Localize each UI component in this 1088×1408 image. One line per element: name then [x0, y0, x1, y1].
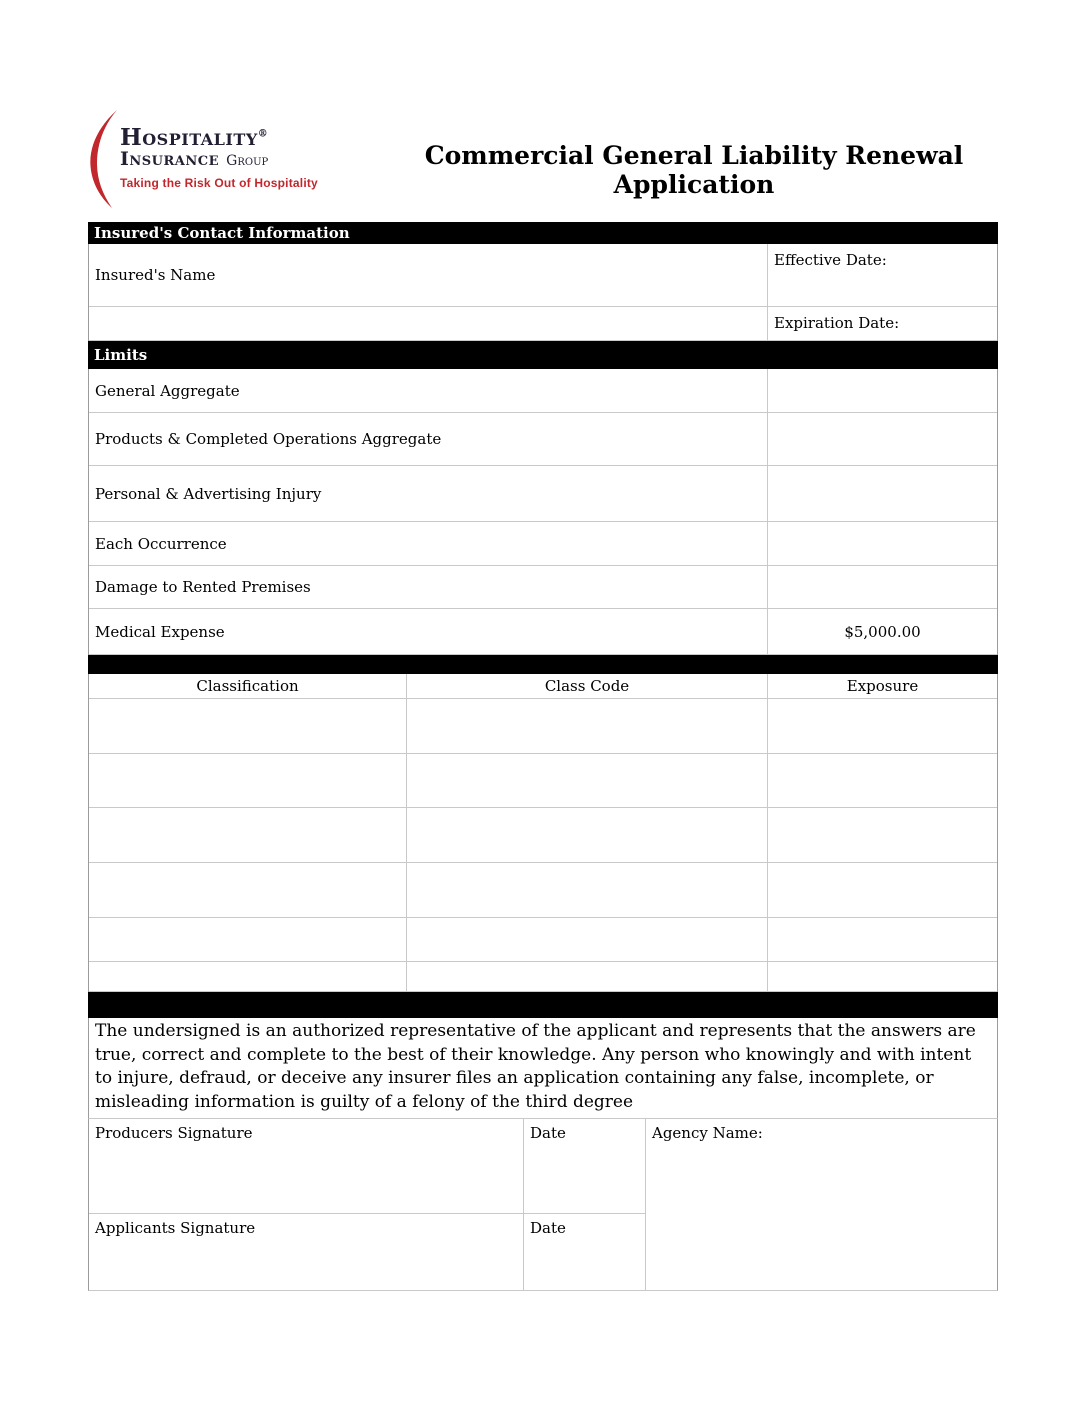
classification-cell-r5[interactable]: [89, 918, 407, 962]
effective-date-label: Effective Date:: [774, 251, 887, 269]
applicant-date-field[interactable]: [524, 1214, 646, 1290]
limit-row-label: [89, 413, 768, 466]
damage-rented-premises-value-field[interactable]: [768, 566, 997, 609]
insured-name-label: Insured's Name: [95, 266, 216, 284]
classification-cell-r6[interactable]: [89, 962, 407, 992]
logo-insurance-text: Insurance: [120, 148, 220, 170]
exposure-cell-r6[interactable]: [768, 962, 997, 992]
exposure-cell-r3[interactable]: [768, 808, 997, 863]
applicant-signature-field[interactable]: [89, 1214, 524, 1290]
classification-column-header: Classification: [89, 674, 407, 699]
expiration-date-field[interactable]: [768, 307, 997, 341]
class-code-column-header: Class Code: [407, 674, 768, 699]
exposure-cell-r2[interactable]: [768, 754, 997, 808]
limit-row-label: [89, 466, 768, 522]
producer-signature-label: Producers Signature: [95, 1124, 253, 1142]
exposure-cell-r5[interactable]: [768, 918, 997, 962]
personal-advertising-injury-value-field[interactable]: [768, 466, 997, 522]
contact-section-header: Insured's Contact Information: [88, 222, 998, 244]
class-code-cell-r4[interactable]: [407, 863, 768, 918]
limit-row-label: [89, 369, 768, 413]
each-occurrence-value-field[interactable]: [768, 522, 997, 566]
medical-expense-label: Medical Expense: [95, 622, 225, 641]
producer-signature-field[interactable]: [89, 1119, 524, 1214]
classification-cell-r3[interactable]: [89, 808, 407, 863]
class-code-cell-r3[interactable]: [407, 808, 768, 863]
general-aggregate-label: General Aggregate: [95, 381, 240, 400]
contact-table: [88, 244, 998, 341]
contact-blank-cell[interactable]: [89, 307, 768, 341]
application-form: [88, 222, 998, 1291]
expiration-date-label: Expiration Date:: [774, 314, 900, 332]
registered-trademark-icon: ®: [257, 128, 269, 140]
exposure-cell-r4[interactable]: [768, 863, 997, 918]
products-completed-ops-label: Products & Completed Operations Aggregate: [95, 430, 442, 448]
medical-expense-value-field[interactable]: [768, 609, 997, 655]
agency-name-label: Agency Name:: [652, 1124, 763, 1142]
general-aggregate-value-field[interactable]: [768, 369, 997, 413]
exposure-cell-r1[interactable]: [768, 699, 997, 754]
medical-expense-value: $5,000.00: [844, 622, 921, 641]
effective-date-field[interactable]: [768, 244, 997, 307]
producer-date-field[interactable]: [524, 1119, 646, 1214]
damage-rented-premises-label: Damage to Rented Premises: [95, 578, 311, 596]
limits-section-header: Limits: [88, 341, 998, 369]
logo-tagline: Taking the Risk Out of Hospitality: [120, 175, 318, 190]
disclaimer-section-divider: [88, 992, 998, 1018]
logo-name-text: Hospitality: [120, 124, 258, 151]
crescent-swoosh-icon: [88, 110, 118, 212]
limit-row-label: [89, 609, 768, 655]
company-logo: [88, 108, 318, 208]
insured-name-field[interactable]: [89, 244, 768, 307]
classification-cell-r1[interactable]: [89, 699, 407, 754]
classification-section-divider: [88, 655, 998, 674]
logo-company-subname: [120, 149, 318, 171]
classification-cell-r2[interactable]: [89, 754, 407, 808]
classification-cell-r4[interactable]: [89, 863, 407, 918]
page-title: Commercial General Liability Renewal Application: [424, 141, 964, 199]
logo-group-text: Group: [226, 153, 269, 169]
logo-text: [120, 126, 318, 190]
class-code-cell-r6[interactable]: [407, 962, 768, 992]
logo-company-name: [120, 126, 318, 149]
products-completed-ops-value-field[interactable]: [768, 413, 997, 466]
class-code-cell-r2[interactable]: [407, 754, 768, 808]
classification-table: [88, 674, 998, 992]
limit-row-label: [89, 566, 768, 609]
each-occurrence-label: Each Occurrence: [95, 534, 227, 553]
producer-date-label: Date: [530, 1124, 566, 1142]
class-code-cell-r1[interactable]: [407, 699, 768, 754]
exposure-column-header: Exposure: [768, 674, 997, 699]
limit-row-label: [89, 522, 768, 566]
applicant-signature-label: Applicants Signature: [95, 1219, 256, 1237]
limits-table: [88, 369, 998, 655]
personal-advertising-injury-label: Personal & Advertising Injury: [95, 484, 322, 503]
signature-table: [88, 1119, 998, 1291]
class-code-cell-r5[interactable]: [407, 918, 768, 962]
agency-name-field[interactable]: [646, 1119, 998, 1290]
applicant-date-label: Date: [530, 1219, 566, 1237]
disclaimer-text: The undersigned is an authorized representative of the applicant and represents that the answers are true, correct and complete to the best of their knowledge. Any person who knowingly and with intent to injure, defraud, or deceive any insurer files an application containing any false, incomplete, or misleading information is guilty of a felony of the third degree: [88, 1018, 998, 1119]
